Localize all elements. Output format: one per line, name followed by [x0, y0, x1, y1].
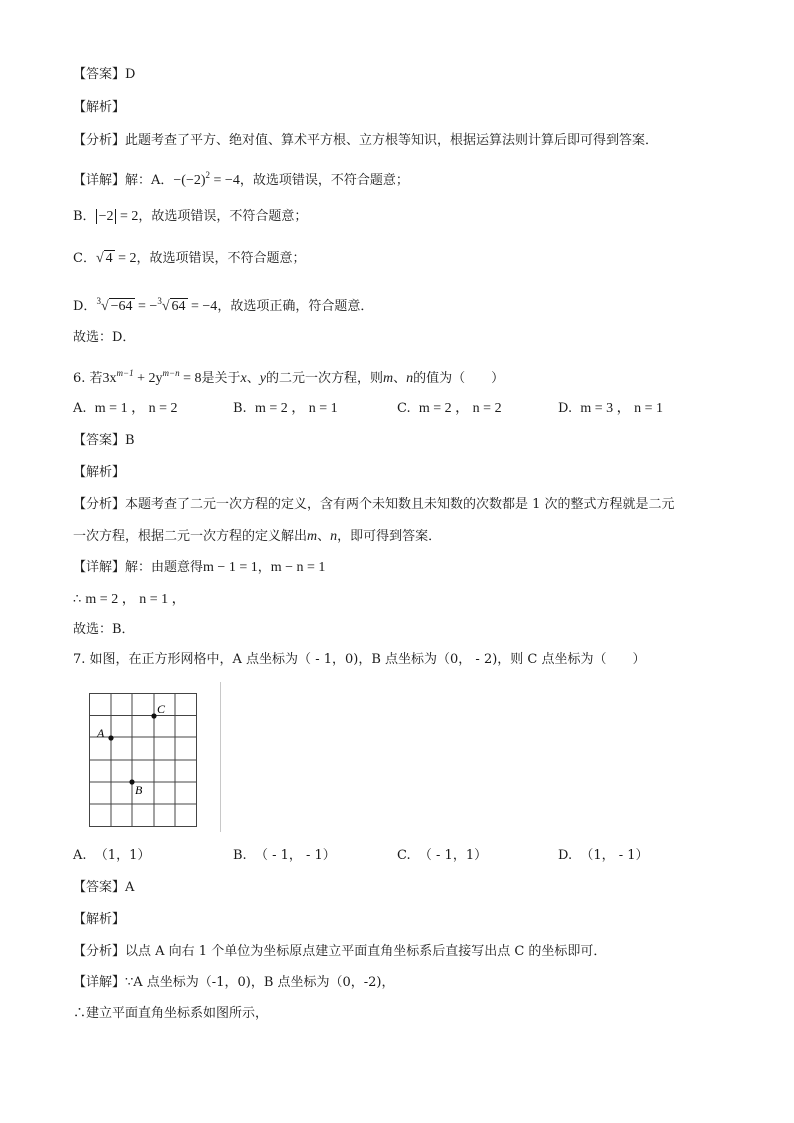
xiangjie-text: 解：A．	[125, 173, 174, 188]
answer-value: A	[125, 880, 135, 895]
q6-number: 6. 若	[73, 371, 103, 386]
grid-lines	[90, 694, 197, 827]
fenxi-text: 此题考查了平方、绝对值、算术平方根、立方根等知识，根据运算法则计算后即可得到答案．	[125, 133, 659, 148]
label-c: C．	[73, 251, 96, 266]
fenxi-tag: 【分析】	[73, 133, 126, 148]
point-c-label: C	[157, 702, 166, 716]
q7-option-a[interactable]: A. （1，1）	[73, 848, 151, 863]
q7-stem: 7. 如图，在正方形网格中，A 点坐标为（ - 1，0)，B 点坐标为（0， - 2)，则 C 点坐标为（ ）	[73, 652, 646, 667]
q6-xiangjie: 【详解】解：由题意得m − 1 = 1，m − n = 1	[73, 560, 326, 575]
answer-value: B	[125, 433, 135, 448]
q6-option-c[interactable]: C. m = 2 ， n = 2	[397, 401, 502, 416]
conclusion-b: ，故选项错误，不符合题意；	[138, 209, 308, 224]
q5-xiangjie-a	[73, 166, 409, 190]
q6-option-a[interactable]: A. m = 1 ， n = 2	[73, 401, 178, 416]
point-a-label: A	[97, 726, 105, 740]
q6-fenxi-line1: 【分析】本题考查了二元一次方程的定义，含有两个未知数且未知数的次数都是 1 次的整式方程就是二元	[73, 497, 675, 512]
expr-d: $^3$√ −64 = −$^3$√ 64 = −4	[96, 296, 218, 314]
coordinate-grid-figure	[87, 691, 199, 829]
q5-fenxi-line	[73, 132, 658, 150]
q5-option-d	[73, 292, 373, 316]
figure-divider	[220, 682, 221, 832]
bracket-close: 】	[112, 100, 126, 115]
q6-option-d[interactable]: D. m = 3 ， n = 1	[558, 401, 664, 416]
q7-option-b[interactable]: B. （ - 1， - 1）	[233, 848, 336, 863]
answer-value: D	[125, 67, 136, 82]
q6-option-b[interactable]: B. m = 2 ， n = 1	[233, 401, 338, 416]
q6-choice: 故选：B．	[73, 622, 135, 637]
q5-option-c	[73, 250, 306, 268]
q6-result: ∴ m = 2 ， n = 1 ，	[73, 592, 186, 607]
q7-option-c[interactable]: C. （ - 1，1）	[397, 848, 488, 863]
analysis-tag: 解析	[86, 100, 113, 115]
q5-option-b	[73, 208, 307, 226]
q7-analysis-heading: 【解析】	[73, 912, 126, 927]
point-b-dot	[129, 779, 134, 784]
q6-stem: 6. 若$3x^{m-1} + 2y^{m-n} = 8$是关于x、y的二元一次方程，则m、n的值为（ ）	[73, 368, 505, 386]
point-c-dot	[151, 713, 156, 718]
q6-answer-line: 【答案】B	[73, 433, 135, 448]
expr-c: √ 4 = 2	[95, 251, 137, 266]
q6-analysis-heading: 【解析】	[73, 465, 126, 480]
point-b-label: B	[135, 783, 143, 797]
q7-therefore: ∴建立平面直角坐标系如图所示，	[73, 1006, 269, 1021]
expr-a: $-(-2)^2 = -4$	[173, 170, 240, 188]
q7-fenxi-line: 【分析】以点 A 向右 1 个单位为坐标原点建立平面直角坐标系后直接写出点 C 的坐标即可．	[73, 944, 607, 959]
xiangjie-tag: 【详解】	[73, 173, 126, 188]
label-d: D．	[73, 299, 97, 314]
q5-answer-line	[73, 66, 135, 84]
point-a-dot	[108, 735, 113, 740]
q5-choice: 故选：D．	[73, 330, 136, 345]
q7-xiangjie: 【详解】∵A 点坐标为（-1，0)，B 点坐标为（0，-2)，	[73, 975, 395, 990]
conclusion-a: ，故选项错误，不符合题意；	[239, 173, 409, 188]
conclusion-d: ，故选项正确，符合题意．	[217, 299, 374, 314]
label-b: B．	[73, 209, 96, 224]
q5-analysis-heading	[73, 99, 125, 117]
q7-answer-line: 【答案】A	[73, 880, 135, 895]
expr-b: −2 = 2	[96, 209, 139, 224]
q6-equation: $3x^{m-1} + 2y^{m-n} = 8$	[102, 368, 202, 386]
q6-fenxi-line2: 一次方程，根据二元一次方程的定义解出m、n，即可得到答案．	[73, 529, 442, 544]
q7-option-d[interactable]: D. （1， - 1）	[558, 848, 649, 863]
conclusion-c: ，故选项错误，不符合题意；	[136, 251, 306, 266]
answer-tag: 【答案】	[73, 67, 126, 82]
bracket-open: 【	[73, 100, 87, 115]
